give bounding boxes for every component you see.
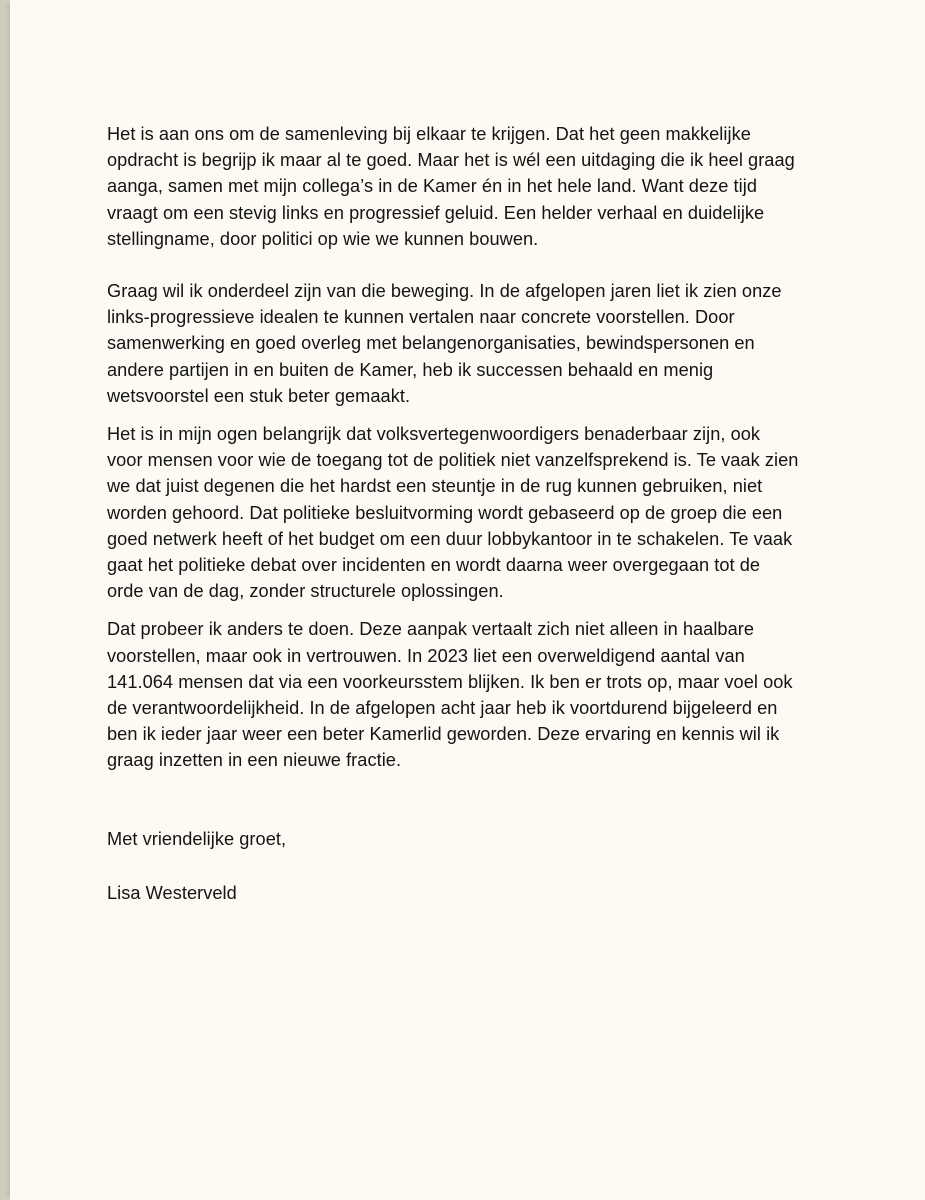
paragraph-1: Het is aan ons om de samenleving bij elkaar te krijgen. Dat het geen makkelijke opdracht is begrijp ik maar al te goed. Maar het is wél een uitdaging die ik heel graag aanga, samen met mijn collega’s in de Kamer én in het hele land. Want deze tijd vraagt om een stevig links en progressief geluid. Een helder verhaal en duidelijke stellingname, door politici op wie we kunnen bouwen. (107, 124, 795, 249)
signature-name: Lisa Westerveld (107, 882, 237, 903)
paragraph-2: Graag wil ik onderdeel zijn van die beweging. In de afgelopen jaren liet ik zien onze links-progressieve idealen te kunnen vertalen naar concrete voorstellen. Door samenwerking en goed overleg met belangenorganisaties, bewindspersonen en andere partijen in en buiten de Kamer, heb ik successen behaald en menig wetsvoorstel een stuk beter gemaakt. (107, 281, 782, 406)
paragraph-3: Het is in mijn ogen belangrijk dat volksvertegenwoordigers benaderbaar zijn, ook voor mensen voor wie de toegang tot de politiek niet vanzelfsprekend is. Te vaak zien we dat juist degenen die het hardst een steuntje in de rug kunnen gebruiken, niet worden gehoord. Dat politieke besluitvorming wordt gebaseerd op de groep die een goed netwerk heeft of het budget om een duur lobbykantoor in te schakelen. Te vaak gaat het politieke debat over incidenten en wordt daarna weer overgegaan tot de orde van de dag, zonder structurele oplossingen. (107, 424, 799, 602)
closing-line: Met vriendelijke groet, (107, 828, 287, 849)
paragraph-4: Dat probeer ik anders te doen. Deze aanpak vertaalt zich niet alleen in haalbare voorstellen, maar ook in vertrouwen. In 2023 liet een overweldigend aantal van 141.064 mensen dat via een voorkeursstem blijken. Ik ben er trots op, maar voel ook de verantwoordelijkheid. In de afgelopen acht jaar heb ik voortdurend bijgeleerd en ben ik ieder jaar weer een beter Kamerlid geworden. Deze ervaring en kennis wil ik graag inzetten in een nieuwe fractie. (107, 619, 793, 771)
page-edge-shadow (0, 0, 10, 1200)
letter-body (107, 121, 847, 906)
